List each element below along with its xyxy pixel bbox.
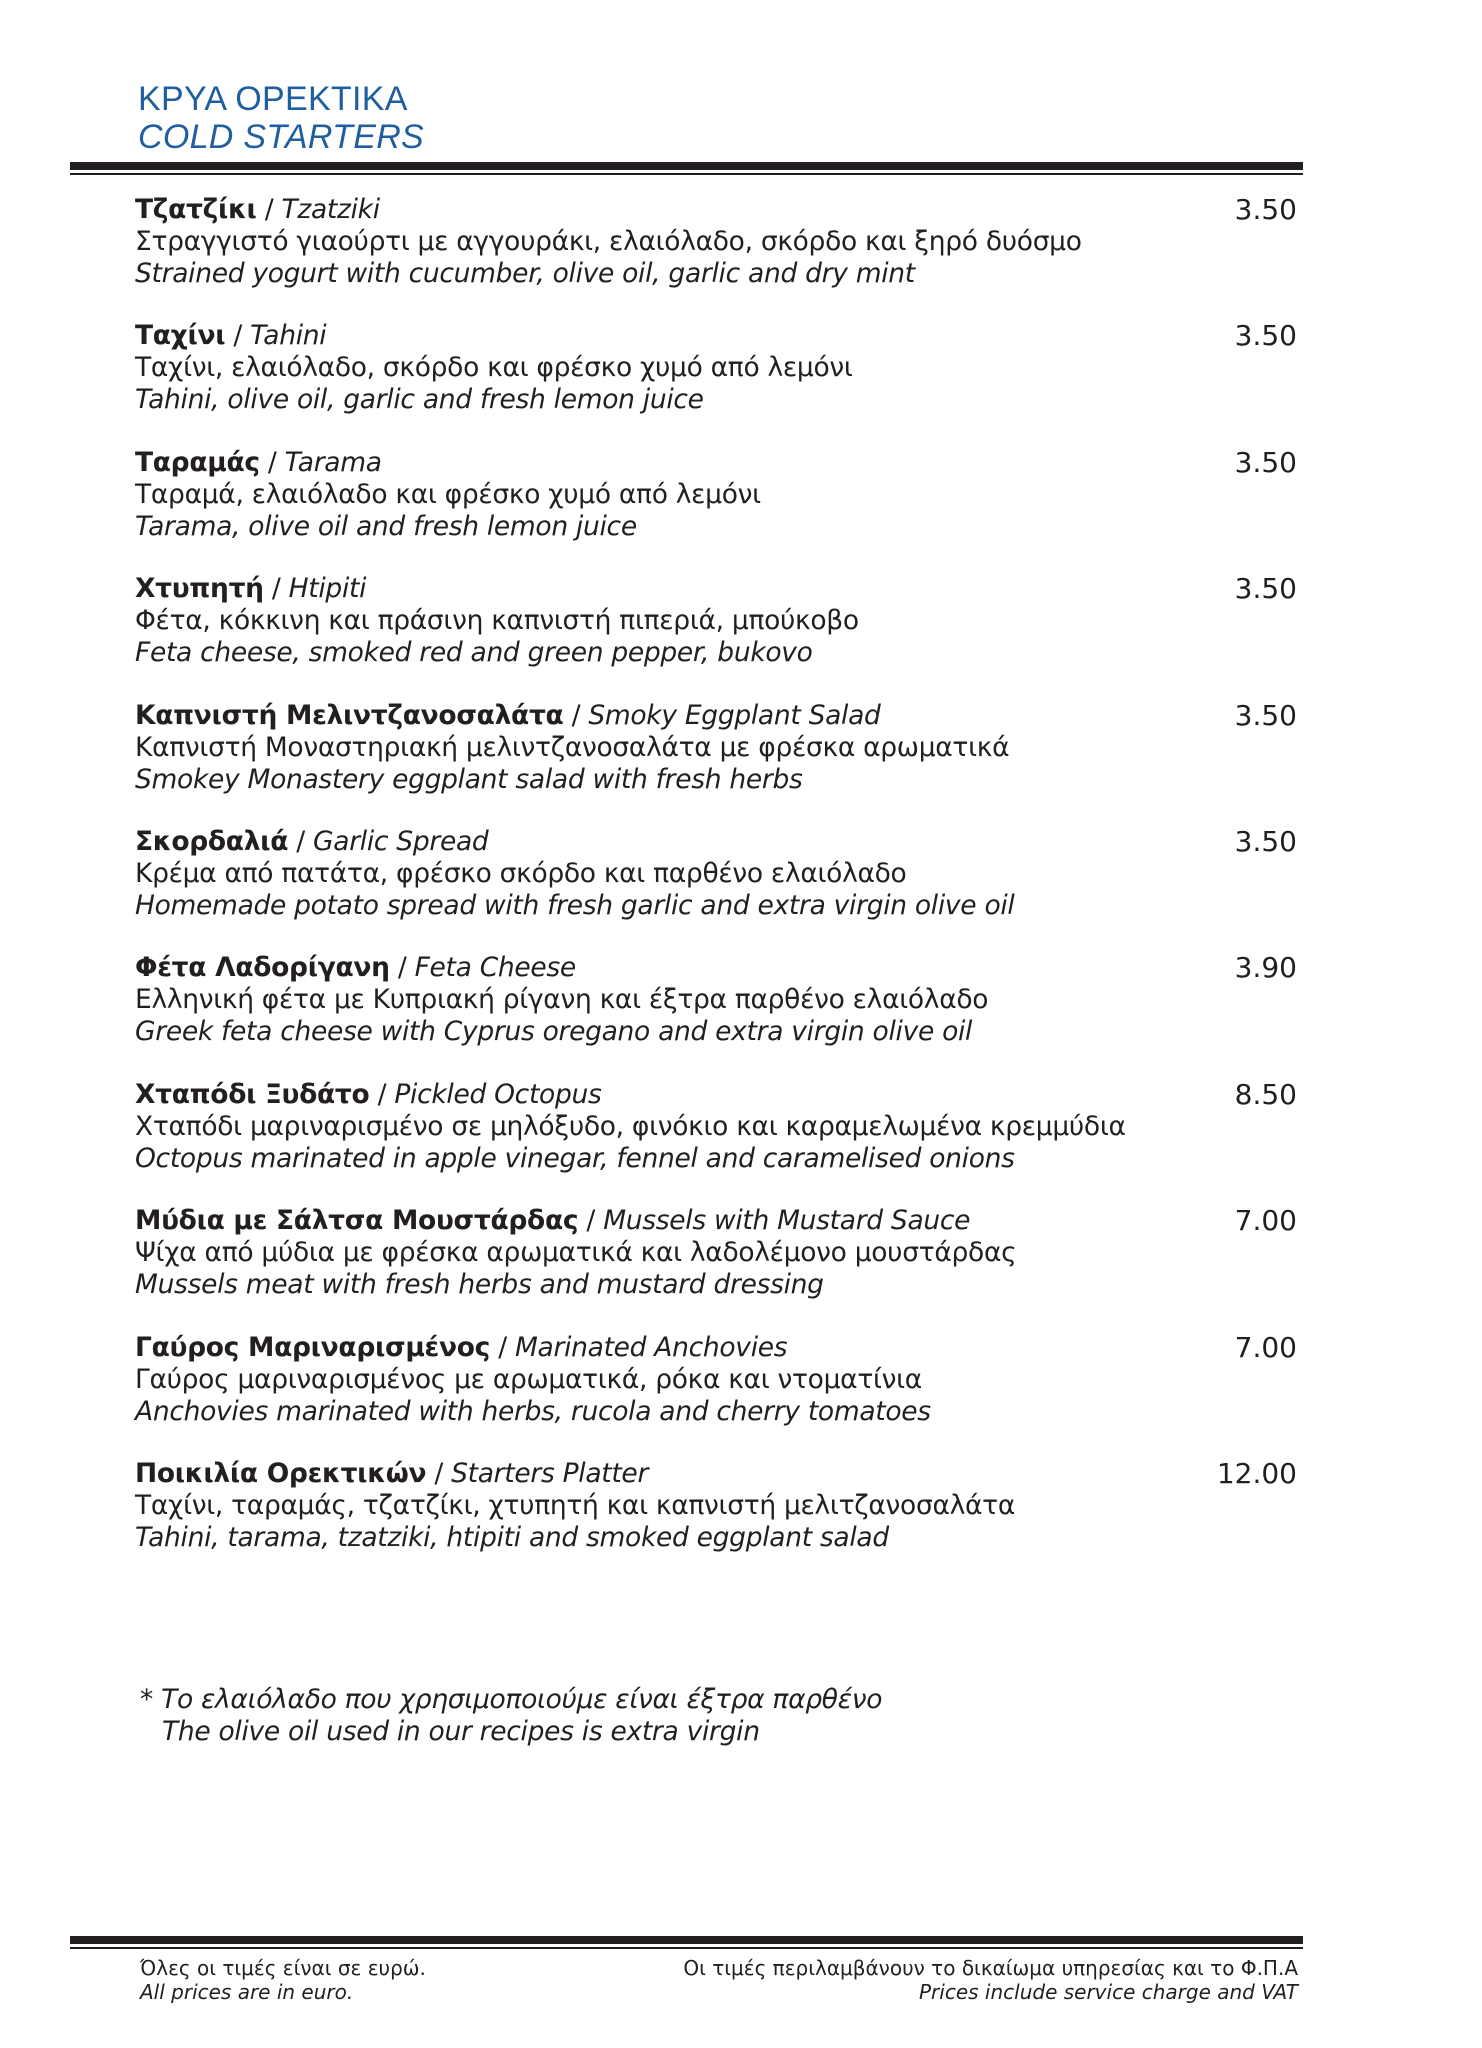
menu-item-title — [135, 1332, 1297, 1364]
item-price: 3.50 — [1234, 698, 1297, 732]
menu-item — [135, 1205, 1297, 1331]
menu-item — [135, 1079, 1297, 1205]
name-separator: / — [426, 1457, 452, 1489]
item-description-english: Mussels meat with fresh herbs and mustard dressing — [135, 1269, 824, 1301]
item-name-english: Feta Cheese — [414, 952, 576, 984]
item-description-greek: Ταχίνι, ταραμάς, τζατζίκι, χτυπητή και καπνιστή μελιτζανοσαλάτα — [135, 1489, 1015, 1521]
name-separator: / — [369, 1078, 395, 1110]
menu-item-title — [135, 826, 1297, 858]
item-description-greek: Ταχίνι, ελαιόλαδο, σκόρδο και φρέσκο χυμό από λεμόνι — [135, 352, 853, 384]
item-price: 7.00 — [1234, 1330, 1297, 1364]
item-name-english: Starters Platter — [451, 1457, 649, 1489]
menu-item-title — [135, 1205, 1297, 1237]
item-name-english: Pickled Octopus — [394, 1078, 602, 1110]
name-separator: / — [563, 699, 589, 731]
item-name-greek: Γαύρος Μαριναρισμένος — [135, 1331, 491, 1363]
item-description-english: Homemade potato spread with fresh garlic and extra virgin olive oil — [135, 889, 1015, 921]
footer-left-english: All prices are in euro. — [140, 1980, 354, 2004]
item-name-greek: Μύδια με Σάλτσα Μουστάρδας — [135, 1205, 579, 1237]
item-name-english: Tarama — [284, 446, 382, 478]
menu-item — [135, 1458, 1297, 1584]
item-price: 8.50 — [1234, 1077, 1297, 1111]
item-name-greek: Ταχίνι — [135, 320, 226, 352]
item-description-greek: Ταραμά, ελαιόλαδο και φρέσκο χυμό από λεμόνι — [135, 478, 761, 510]
item-description-greek: Γαύρος μαριναρισμένος με αρωματικά, ρόκα και ντοματίνια — [135, 1363, 922, 1395]
menu-item — [135, 320, 1297, 446]
menu-item-list — [135, 194, 1297, 1584]
menu-item — [135, 573, 1297, 699]
item-price: 3.50 — [1234, 824, 1297, 858]
menu-item-title — [135, 700, 1297, 732]
item-name-greek: Ταραμάς — [135, 446, 260, 478]
menu-item — [135, 447, 1297, 573]
item-name-greek: Τζατζίκι — [135, 194, 257, 225]
footer-right-english: Prices include service charge and VAT — [919, 1980, 1298, 2004]
item-description-english: Feta cheese, smoked red and green pepper, bukovo — [135, 637, 813, 669]
footer-left-greek: Όλες οι τιμές είναι σε ευρώ. — [140, 1956, 426, 1980]
menu-item-title — [135, 194, 1297, 226]
item-name-english: Tahini — [250, 320, 327, 352]
menu-item-title — [135, 1079, 1297, 1111]
item-description-english: Greek feta cheese with Cyprus oregano and extra virgin olive oil — [135, 1016, 973, 1048]
item-description-english: Octopus marinated in apple vinegar, fennel and caramelised onions — [135, 1142, 1015, 1174]
footer-right-greek: Οι τιμές περιλαμβάνουν το δικαίωμα υπηρεσίας και το Φ.Π.Α — [683, 1956, 1298, 1980]
item-name-english: Marinated Anchovies — [514, 1331, 788, 1363]
item-description-english: Strained yogurt with cucumber, olive oil, garlic and dry mint — [135, 258, 915, 289]
name-separator: / — [578, 1205, 604, 1237]
top-divider — [70, 162, 1303, 175]
item-description-greek: Στραγγιστό γιαούρτι με αγγουράκι, ελαιόλαδο, σκόρδο και ξηρό δυόσμο — [135, 226, 1082, 257]
item-name-english: Tzatziki — [281, 194, 380, 225]
menu-item-title — [135, 447, 1297, 479]
menu-item — [135, 194, 1297, 320]
section-title-greek: ΚΡΥΑ ΟΡΕΚΤΙΚΑ — [138, 80, 408, 118]
name-separator: / — [288, 825, 314, 857]
menu-item-title — [135, 952, 1297, 984]
footer-service-note — [683, 1956, 1298, 2004]
item-description-english: Tarama, olive oil and fresh lemon juice — [135, 510, 637, 542]
note-english: The olive oil used in our recipes is extra virgin — [162, 1716, 760, 1747]
item-name-english: Htipiti — [288, 573, 367, 605]
item-description-english: Anchovies marinated with herbs, rucola and cherry tomatoes — [135, 1395, 931, 1427]
menu-item — [135, 826, 1297, 952]
menu-item-title — [135, 573, 1297, 605]
name-separator: / — [256, 194, 282, 225]
item-name-english: Smoky Eggplant Salad — [588, 699, 881, 731]
item-description-greek: Καπνιστή Μοναστηριακή μελιντζανοσαλάτα με φρέσκα αρωματικά — [135, 731, 1010, 763]
item-name-greek: Φέτα Λαδορίγανη — [135, 952, 390, 984]
item-price: 3.50 — [1234, 193, 1297, 226]
item-description-english: Tahini, tarama, tzatziki, htipiti and smoked eggplant salad — [135, 1521, 889, 1553]
item-name-english: Mussels with Mustard Sauce — [603, 1205, 971, 1237]
menu-item — [135, 952, 1297, 1078]
item-description-english: Tahini, olive oil, garlic and fresh lemon juice — [135, 384, 704, 416]
menu-item — [135, 1332, 1297, 1458]
name-separator: / — [490, 1331, 515, 1363]
item-name-greek: Ποικιλία Ορεκτικών — [135, 1457, 427, 1489]
item-description-greek: Φέτα, κόκκινη και πράσινη καπνιστή πιπεριά, μπούκοβο — [135, 605, 859, 637]
section-title-english: COLD STARTERS — [138, 118, 425, 156]
item-name-greek: Καπνιστή Μελιντζανοσαλάτα — [135, 699, 564, 731]
menu-item-title — [135, 320, 1297, 352]
name-separator: / — [389, 952, 415, 984]
item-description-greek: Χταπόδι μαριναρισμένο σε μηλόξυδο, φινόκιο και καραμελωμένα κρεμμύδια — [135, 1110, 1126, 1142]
item-price: 3.90 — [1234, 951, 1297, 985]
item-name-greek: Χταπόδι Ξυδάτο — [135, 1078, 370, 1110]
name-separator: / — [259, 446, 285, 478]
item-name-english: Garlic Spread — [313, 825, 489, 857]
item-description-english: Smokey Monastery eggplant salad with fresh herbs — [135, 763, 803, 795]
menu-item-title — [135, 1458, 1297, 1490]
item-price: 3.50 — [1234, 319, 1297, 353]
item-description-greek: Κρέμα από πατάτα, φρέσκο σκόρδο και παρθένο ελαιόλαδο — [135, 857, 907, 889]
item-price: 12.00 — [1216, 1456, 1297, 1490]
section-heading — [138, 80, 424, 156]
item-price: 3.50 — [1234, 445, 1297, 479]
olive-oil-note — [140, 1684, 882, 1748]
item-price: 3.50 — [1234, 572, 1297, 606]
item-name-greek: Χτυπητή — [135, 573, 264, 605]
item-price: 7.00 — [1234, 1204, 1297, 1238]
name-separator: / — [263, 573, 289, 605]
note-greek: * Το ελαιόλαδο που χρησιμοποιούμε είναι έξτρα παρθένο — [140, 1684, 883, 1715]
footer-currency-note — [140, 1956, 426, 2004]
menu-item — [135, 700, 1297, 826]
bottom-divider — [70, 1936, 1303, 1949]
item-description-greek: Ελληνική φέτα με Κυπριακή ρίγανη και έξτρα παρθένο ελαιόλαδο — [135, 984, 989, 1016]
item-description-greek: Ψίχα από μύδια με φρέσκα αρωματικά και λαδολέμονο μουστάρδας — [135, 1237, 1017, 1269]
item-name-greek: Σκορδαλιά — [135, 825, 289, 857]
name-separator: / — [225, 320, 251, 352]
